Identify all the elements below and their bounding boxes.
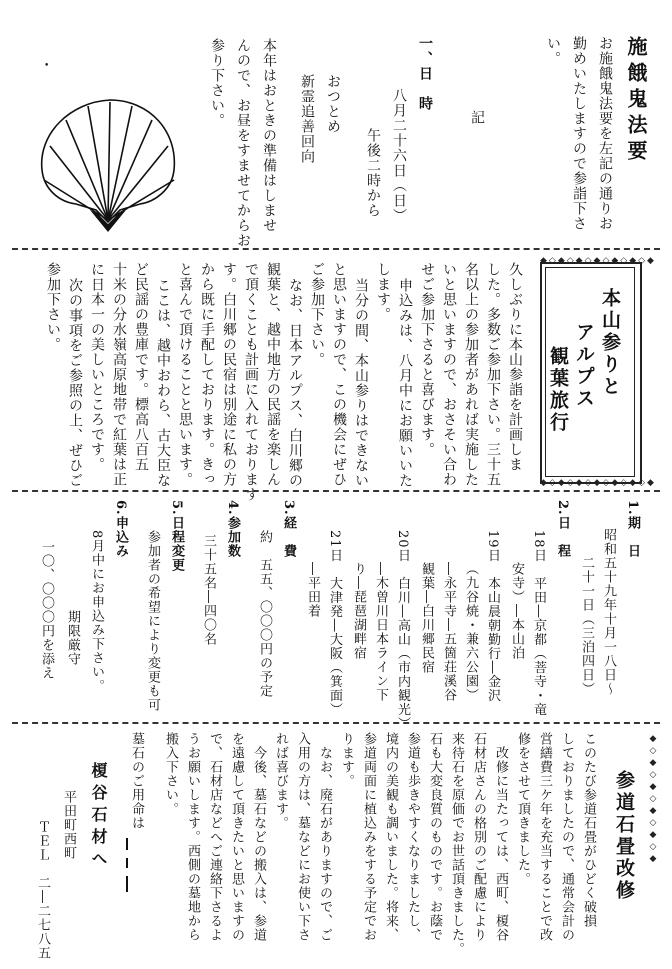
item-line: （九谷焼・兼六公園） [463, 562, 478, 702]
trip-line: 次の事項をご参照の上、ぜひご [67, 278, 83, 488]
trip-line: ご参加下さい。 [309, 262, 325, 367]
trip-line: なお、日本アルプス、白川郷の [287, 278, 303, 488]
sando-line: なお、廃石がありますので、ご [317, 746, 332, 942]
item-line: 昭和五十九年十月一八日～ [601, 528, 616, 696]
item-line: 観葉―白川郷民宿 [419, 562, 434, 674]
item-label: 申込み [113, 516, 128, 558]
date-value: 八月二十六日（日） [391, 88, 407, 223]
dotted-border: ◆◇◆◇◆◇◆◇◆◇◆◇◆ [540, 478, 656, 488]
otsutome-value: 新霊追善回向 [299, 74, 315, 164]
segaki-line: い。 [545, 36, 561, 66]
item-line: 8月中にお申込み下さい。 [89, 530, 104, 694]
sando-line: を遠慮して頂きたいと思いますの [229, 732, 244, 942]
section-divider [12, 490, 660, 492]
trip-line: せご参加下さると喜びます。 [419, 262, 435, 457]
trip-line: ここは、越中おわら、古大臣な [155, 278, 171, 488]
sando-line: 石材店さんの格別のご配慮により [471, 732, 486, 942]
trip-title-line: 観葉旅行 [547, 346, 569, 434]
dotted-border: ◆◇◆◇◆◇◆◇◆◇◆◇◆ [540, 256, 656, 266]
segaki-title: 施餓鬼法要 [624, 36, 648, 166]
sando-title: 参道石畳改修 [613, 770, 635, 902]
item-line: 参加者の希望により変更も可 [145, 530, 160, 712]
trip-line: 久しぶりに本山参詣を計画しま [507, 262, 523, 472]
item-line: ―永平寺―五箇荘溪谷 [441, 562, 456, 702]
item-number: 6. [113, 500, 128, 516]
trip-title-line: 本山参りと [599, 288, 621, 398]
trip-line: に日本一の美しいところです。 [89, 262, 105, 472]
trip-title-line: アルプス [573, 322, 595, 410]
sando-line: 墓石のご用命は [129, 732, 144, 830]
trip-line: 申込みは、八月中にお願いいた [397, 278, 413, 488]
item-line: り―琵琶湖畔宿 [351, 562, 366, 660]
item-label: 経 費 [281, 516, 296, 558]
sando-line: このたび参道石畳がひどく破損 [581, 732, 596, 928]
item-line: 二十一日（三泊四日） [579, 556, 594, 696]
segaki-line: お施餓鬼法要を左記の通りお [597, 36, 613, 231]
item-number: 2. [555, 500, 570, 516]
sando-line: うお願いします。西側の墓地から [185, 732, 200, 942]
item-line: 21日 大津発―大阪（箕面） [327, 530, 342, 717]
scallop-shell-illustration [28, 86, 188, 236]
trip-line: から既に手配しております。きっ [199, 262, 215, 487]
trip-line: と喜んで頂けることと思います。 [177, 262, 193, 487]
trip-line: 観葉と、越中地方の民謡を楽しん [265, 262, 281, 487]
sando-line: 石も大変良質のものです。お蔭で [427, 732, 442, 942]
section-divider [12, 722, 660, 724]
dot-mark: • [44, 61, 52, 71]
sando-line: れば喜びます。 [273, 732, 288, 830]
trip-line: 当分の間、本山参りはできない [353, 278, 369, 488]
item-line: 三十五名―四〇名 [201, 534, 216, 646]
item-number: 1. [625, 500, 640, 516]
sando-line: 来待石を原価でお世話頂きました。 [449, 732, 464, 956]
trip-line: いと思いますので、おさそい合わ [441, 262, 457, 487]
item-line: ―平田着 [305, 562, 320, 618]
item-label: 日程変更 [169, 516, 184, 572]
dash-marks [118, 836, 136, 896]
time-value: 午後二時から [365, 128, 381, 218]
trip-line: します。 [375, 262, 391, 322]
closing-line: んので、お昼をすませてからお [235, 38, 251, 248]
sando-line: で、石材店などへご連絡下さるよ [207, 732, 222, 942]
sando-line: 今後、墓石などの搬入は、参道 [251, 746, 266, 942]
fee-line: 一〇、〇〇〇円を添え [39, 540, 54, 680]
sando-line: 境内の美観も調いました。将来、 [383, 732, 398, 942]
deadline-note: 期限厳守 [65, 610, 80, 666]
dotted-border: ◆◇◆◇◆◇◆◇◆◇◆ [648, 734, 658, 866]
closing-line: 本年はおときの準備はしませ [261, 38, 277, 233]
shop-address: 平田町西町 [61, 790, 76, 860]
trip-line: 参加下さい。 [45, 262, 61, 352]
sando-line: 入用の方は、墓などにお使い下さ [295, 732, 310, 942]
item-line: 約 五五、〇〇〇円の予定 [257, 530, 272, 698]
sando-line: 搬入下さい。 [163, 732, 178, 816]
shop-tel: ＴＥＬ 二―二七八五 [35, 820, 50, 960]
item-line: ―木曽川日本ライン下 [373, 562, 388, 702]
sando-line: しておりましたので、通常会計の [559, 732, 574, 942]
ki-heading: 記 [469, 110, 485, 125]
sando-line: 営繕費三ケ年を充当することで改 [537, 732, 552, 942]
closing-line: 参り下さい。 [209, 38, 225, 128]
otsutome-label: おつとめ [325, 74, 341, 134]
segaki-line: 勤めいたしますので参詣下さ [571, 36, 587, 231]
trip-line: した。多数ご参加下さい。三十五 [485, 262, 501, 487]
item-number: 4. [225, 500, 240, 516]
item-line: 18日 平田―京都（菩寺・竜 [531, 530, 546, 717]
section-divider [12, 248, 660, 250]
item-line: 19日 本山晨朝勤行―金沢 [485, 530, 500, 703]
trip-line: す。白川郷の民宿は別途に私の方 [221, 262, 237, 487]
sando-line: 改修に当たっては、西町、榎谷 [493, 746, 508, 942]
trip-line: ど民謡の豊庫です。標高八百五 [133, 262, 149, 472]
item-number: 3. [281, 500, 296, 516]
trip-line: 十米の分水嶺高原地帯で紅葉は正 [111, 262, 127, 487]
sando-line: 修をさせて頂きました。 [515, 732, 530, 886]
item-line: 安寺）―本山泊 [509, 562, 524, 660]
sando-line: ります。 [339, 732, 354, 788]
item-line: 20日 白川―高山（市内観光） [395, 530, 410, 731]
date-label: 一、日 時 [417, 36, 433, 111]
sando-line: 参道も歩きやすくなりましたし、 [405, 732, 420, 942]
trip-line: 名以上の参加者があれば実施した [463, 262, 479, 487]
item-number: 5. [169, 500, 184, 516]
shop-name: 榎谷石材へ [89, 762, 108, 872]
item-label: 参加数 [225, 516, 240, 558]
item-label: 期 日 [625, 516, 640, 558]
item-label: 日 程 [555, 516, 570, 558]
trip-line: と思いますので、この機会にぜひ [331, 262, 347, 487]
trip-line: で頂くことも計画に入れております [243, 262, 259, 502]
sando-line: 参道両面に植込みをする予定でお [361, 732, 376, 942]
